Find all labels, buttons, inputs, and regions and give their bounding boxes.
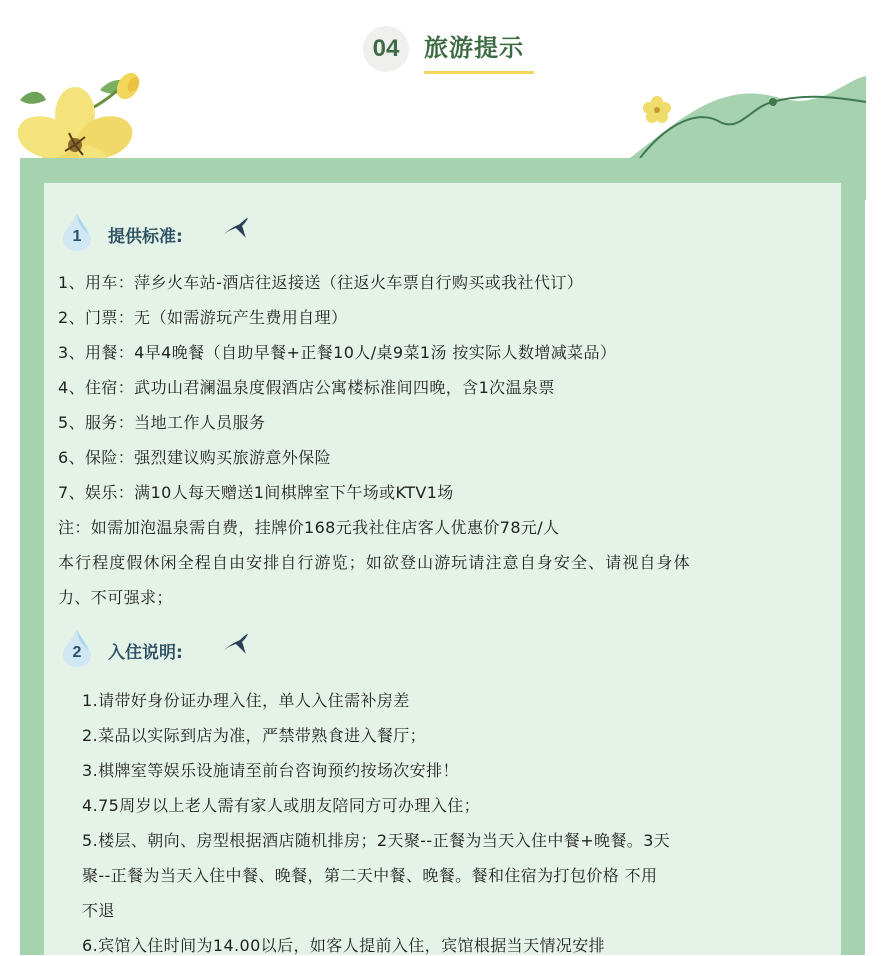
section-header-checkin xyxy=(60,628,290,668)
checkin-line-5b: 聚--正餐为当天入住中餐、晚餐，第二天中餐、晚餐。餐和住宿为打包价格 不用 xyxy=(82,866,658,885)
standards-line-2: 2、门票：无（如需游玩产生费用自理） xyxy=(58,308,348,327)
checkin-line-6: 6.宾馆入住时间为14.00以后，如客人提前入住，宾馆根据当天情况安排 xyxy=(82,936,606,955)
standards-remark-line-2: 力、不可强求； xyxy=(58,588,173,607)
checkin-line-5c: 不退 xyxy=(82,901,115,920)
standards-line-4: 4、住宿：武功山君澜温泉度假酒店公寓楼标准间四晚，含1次温泉票 xyxy=(58,378,555,397)
checkin-line-4: 4.75周岁以上老人需有家人或朋友陪同方可办理入住； xyxy=(82,796,481,815)
checkin-line-2: 2.菜品以实际到店为准，严禁带熟食进入餐厅； xyxy=(82,726,427,745)
standards-line-6: 6、保险：强烈建议购买旅游意外保险 xyxy=(58,448,331,467)
standards-line-5: 5、服务：当地工作人员服务 xyxy=(58,413,266,432)
checkin-line-5a: 5.楼层、朝向、房型根据酒店随机排房；2天聚--正餐为当天入住中餐+晚餐。3天 xyxy=(82,831,671,850)
checkin-line-1: 1.请带好身份证办理入住，单人入住需补房差 xyxy=(82,691,410,710)
standards-line-3: 3、用餐：4早4晚餐（自助早餐+正餐10人/桌9菜1汤 按实际人数增减菜品） xyxy=(58,343,617,362)
section-label: 入住说明: xyxy=(108,643,183,663)
standards-line-7: 7、娱乐：满10人每天赠送1间棋牌室下午场或KTV1场 xyxy=(58,483,454,502)
section-index: 2 xyxy=(72,644,82,661)
standards-line-1: 1、用车：萍乡火车站-酒店往返接送（往返火车票自行购买或我社代订） xyxy=(58,273,584,292)
small-yellow-flower-icon xyxy=(643,96,671,123)
standards-note: 注：如需加泡温泉需自费，挂牌价168元我社住店客人优惠价78元/人 xyxy=(58,518,560,537)
section-index: 1 xyxy=(72,228,82,245)
water-drop-icon xyxy=(60,212,94,252)
swallow-icon xyxy=(220,632,250,656)
section-number: 04 xyxy=(372,35,400,62)
section-label: 提供标准: xyxy=(108,227,183,247)
leaf-icon xyxy=(20,92,46,104)
water-drop-icon xyxy=(60,628,94,668)
swallow-icon xyxy=(220,216,250,240)
checkin-line-3: 3.棋牌室等娱乐设施请至前台咨询预约按场次安排！ xyxy=(82,761,459,780)
standards-remark-line-1: 本行程度假休闲全程自由安排自行游览；如欲登山游玩请注意自身安全、请视自身体 xyxy=(58,553,691,572)
section-title: 旅游提示 xyxy=(424,34,524,62)
section-header-standards xyxy=(60,212,290,252)
